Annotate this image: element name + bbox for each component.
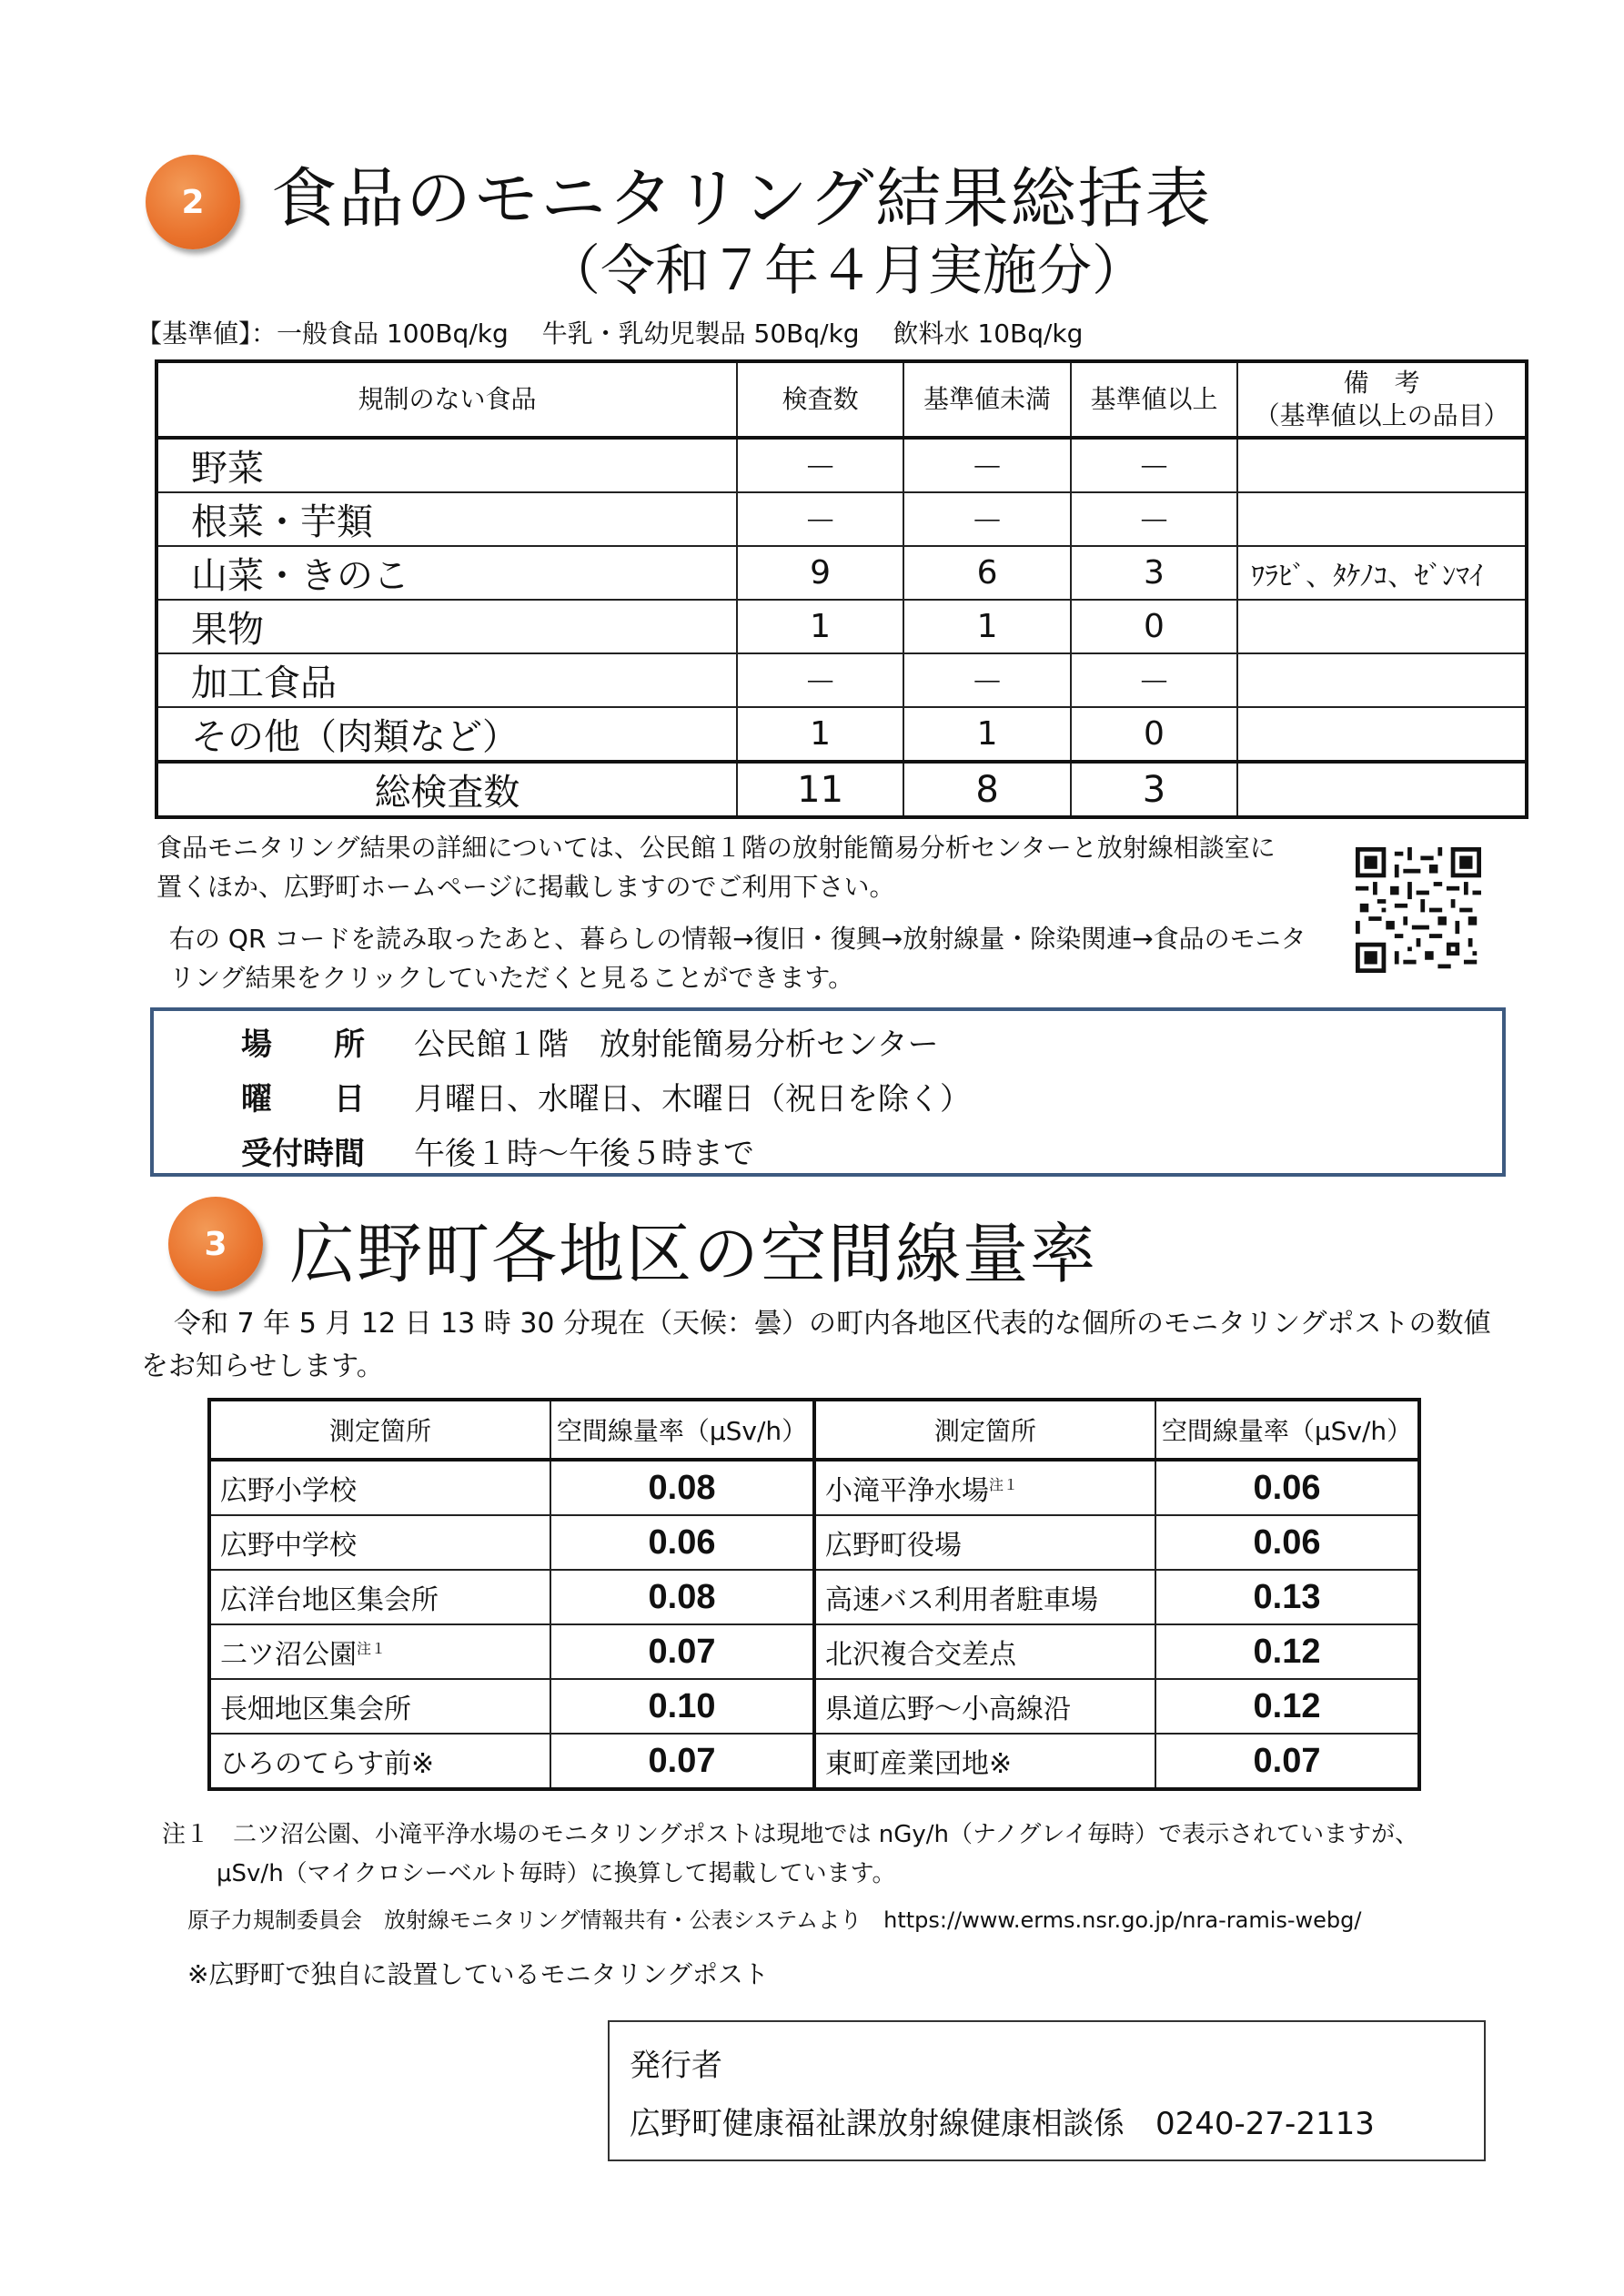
row-count: － xyxy=(737,492,903,546)
header-note-title: 備 考 xyxy=(1343,367,1420,398)
section-3-number-badge xyxy=(168,1197,263,1291)
dose-value: 0.12 xyxy=(1155,1624,1419,1679)
table-row xyxy=(209,1570,1419,1624)
table-row xyxy=(156,707,1527,762)
note-2: ※広野町で独自に設置しているモニタリングポスト xyxy=(187,1959,769,1989)
qr-instruction-line-2: リング結果をクリックしていただくと見ることができます。 xyxy=(169,963,854,994)
header-food: 規制のない食品 xyxy=(156,361,737,438)
location-cell: 広野中学校 xyxy=(209,1515,550,1570)
table-header-row xyxy=(156,361,1527,438)
table-total-row xyxy=(156,762,1527,817)
row-below: 6 xyxy=(903,546,1070,600)
issuer-box xyxy=(608,2020,1486,2161)
row-below: － xyxy=(903,492,1070,546)
location-cell: 北沢複合交差点 xyxy=(814,1624,1155,1679)
row-below: 1 xyxy=(903,707,1070,762)
dose-value: 0.12 xyxy=(1155,1679,1419,1734)
location-cell: 広野小学校 xyxy=(209,1460,550,1515)
section-3-number: 3 xyxy=(204,1225,227,1263)
row-below: － xyxy=(903,438,1070,492)
row-item: その他（肉類など） xyxy=(156,707,737,762)
section-2-number: 2 xyxy=(181,183,205,221)
dose-intro-line-2: をお知らせします。 xyxy=(141,1350,384,1382)
note-1-line-1: 注１ 二ツ沼公園、小滝平浄水場のモニタリングポストは現地では nGy/h（ナノグレイ毎時）で表示されていますが、 xyxy=(162,1821,1419,1848)
header-note xyxy=(1237,361,1527,438)
location-cell: 長畑地区集会所 xyxy=(209,1679,550,1734)
location-cell: 二ツ沼公園$^{注1}$ xyxy=(209,1624,550,1679)
standards-line: 【基準値】：一般食品 100Bq/kg 牛乳・乳幼児製品 50Bq/kg 飲料水 10Bq/kg xyxy=(136,319,1084,349)
row-above: 0 xyxy=(1071,707,1237,762)
table-row xyxy=(209,1624,1419,1679)
row-above: 3 xyxy=(1071,546,1237,600)
row-note xyxy=(1237,492,1527,546)
dose-intro-line-1: 令和 7 年 5 月 12 日 13 時 30 分現在（天候：曇）の町内各地区代表的な個所のモニタリングポストの数値 xyxy=(174,1308,1491,1340)
row-below: 1 xyxy=(903,600,1070,653)
row-above: － xyxy=(1071,492,1237,546)
row-above: － xyxy=(1071,653,1237,707)
table-row xyxy=(156,438,1527,492)
row-note xyxy=(1237,438,1527,492)
table-row xyxy=(209,1515,1419,1570)
location-cell: 東町産業団地※ xyxy=(814,1734,1155,1789)
row-count: 1 xyxy=(737,600,903,653)
row-note xyxy=(1237,707,1527,762)
total-note xyxy=(1237,762,1527,817)
info-value: 午後１時～午後５時まで xyxy=(414,1136,754,1172)
section-2-subtitle: （令和７年４月実施分） xyxy=(546,239,1146,303)
row-note xyxy=(1237,653,1527,707)
info-value: 月曜日、水曜日、木曜日（祝日を除く） xyxy=(414,1081,971,1118)
header-dose: 空間線量率（μSv/h） xyxy=(550,1400,814,1460)
dose-value: 0.08 xyxy=(550,1460,814,1515)
row-item: 山菜・きのこ xyxy=(156,546,737,600)
header-location: 測定箇所 xyxy=(209,1400,550,1460)
row-count: 9 xyxy=(737,546,903,600)
header-above: 基準値以上 xyxy=(1071,361,1237,438)
row-count: 1 xyxy=(737,707,903,762)
table-row xyxy=(209,1679,1419,1734)
dose-value: 0.08 xyxy=(550,1570,814,1624)
info-value: 公民館１階 放射能簡易分析センター xyxy=(414,1027,939,1063)
info-label: 場 所 xyxy=(241,1027,365,1063)
table-header-row xyxy=(209,1400,1419,1460)
qr-instruction-line-1: 右の QR コードを読み取ったあと、暮らしの情報→復旧・復興→放射線量・除染関連→食品のモニタ xyxy=(169,924,1306,954)
row-item: 野菜 xyxy=(156,438,737,492)
food-monitoring-table xyxy=(155,359,1528,819)
row-note xyxy=(1237,600,1527,653)
dose-value: 0.13 xyxy=(1155,1570,1419,1624)
header-below: 基準値未満 xyxy=(903,361,1070,438)
location-cell: 高速バス利用者駐車場 xyxy=(814,1570,1155,1624)
table-row xyxy=(209,1734,1419,1789)
location-cell: ひろのてらす前※ xyxy=(209,1734,550,1789)
details-line-1: 食品モニタリング結果の詳細については、公民館１階の放射能簡易分析センターと放射線相談室に xyxy=(156,833,1276,863)
table-row xyxy=(156,546,1527,600)
header-note-sub: （基準値以上の品目） xyxy=(1254,400,1509,430)
qr-code-icon[interactable] xyxy=(1356,846,1481,974)
row-below: － xyxy=(903,653,1070,707)
details-paragraph xyxy=(156,828,1276,907)
dose-value: 0.07 xyxy=(550,1734,814,1789)
row-above: 0 xyxy=(1071,600,1237,653)
info-row-location xyxy=(241,1019,939,1064)
table-row xyxy=(156,653,1527,707)
header-count: 検査数 xyxy=(737,361,903,438)
row-count: － xyxy=(737,653,903,707)
info-row-hours xyxy=(241,1128,754,1173)
section-2-title: 食品のモニタリング結果総括表 xyxy=(271,160,1213,237)
row-item: 加工食品 xyxy=(156,653,737,707)
dose-intro xyxy=(141,1303,1490,1388)
info-row-days xyxy=(241,1074,971,1118)
location-cell: 県道広野～小高線沿 xyxy=(814,1679,1155,1734)
location-cell: 小滝平浄水場$^{注1}$ xyxy=(814,1460,1155,1515)
total-below: 8 xyxy=(903,762,1070,817)
table-row xyxy=(156,600,1527,653)
info-label: 受付時間 xyxy=(241,1136,365,1172)
table-row xyxy=(156,492,1527,546)
location-cell: 広野町役場 xyxy=(814,1515,1155,1570)
issuer-label: 発行者 xyxy=(630,2048,722,2084)
info-label: 曜 日 xyxy=(241,1081,365,1118)
row-above: － xyxy=(1071,438,1237,492)
dose-value: 0.07 xyxy=(550,1624,814,1679)
section-2-number-badge xyxy=(146,155,240,249)
dose-rate-table xyxy=(207,1398,1421,1791)
dose-value: 0.07 xyxy=(1155,1734,1419,1789)
total-count: 11 xyxy=(737,762,903,817)
table-row xyxy=(209,1460,1419,1515)
dose-value: 0.06 xyxy=(1155,1460,1419,1515)
qr-instruction-paragraph xyxy=(169,919,1306,998)
row-note: ﾜﾗﾋﾞ、ﾀｹﾉｺ、ｾﾞﾝﾏｲ xyxy=(1237,546,1527,600)
header-dose: 空間線量率（μSv/h） xyxy=(1155,1400,1419,1460)
dose-value: 0.06 xyxy=(1155,1515,1419,1570)
note-1-line-2: μSv/h（マイクロシーベルト毎時）に換算して掲載しています。 xyxy=(217,1860,896,1887)
source-note: 原子力規制委員会 放射線モニタリング情報共有・公表システムより https://www.erms.nsr.go.jp/nra-ramis-webg/ xyxy=(187,1907,1362,1933)
row-count: － xyxy=(737,438,903,492)
total-label: 総検査数 xyxy=(156,762,737,817)
total-above: 3 xyxy=(1071,762,1237,817)
location-cell: 広洋台地区集会所 xyxy=(209,1570,550,1624)
row-item: 根菜・芋類 xyxy=(156,492,737,546)
issuer-value: 広野町健康福祉課放射線健康相談係 0240-27-2113 xyxy=(630,2106,1375,2142)
dose-value: 0.06 xyxy=(550,1515,814,1570)
header-location: 測定箇所 xyxy=(814,1400,1155,1460)
section-3-title: 広野町各地区の空間線量率 xyxy=(289,1216,1098,1292)
dose-value: 0.10 xyxy=(550,1679,814,1734)
row-item: 果物 xyxy=(156,600,737,653)
details-line-2: 置くほか、広野町ホームページに掲載しますのでご利用下さい。 xyxy=(156,872,895,903)
